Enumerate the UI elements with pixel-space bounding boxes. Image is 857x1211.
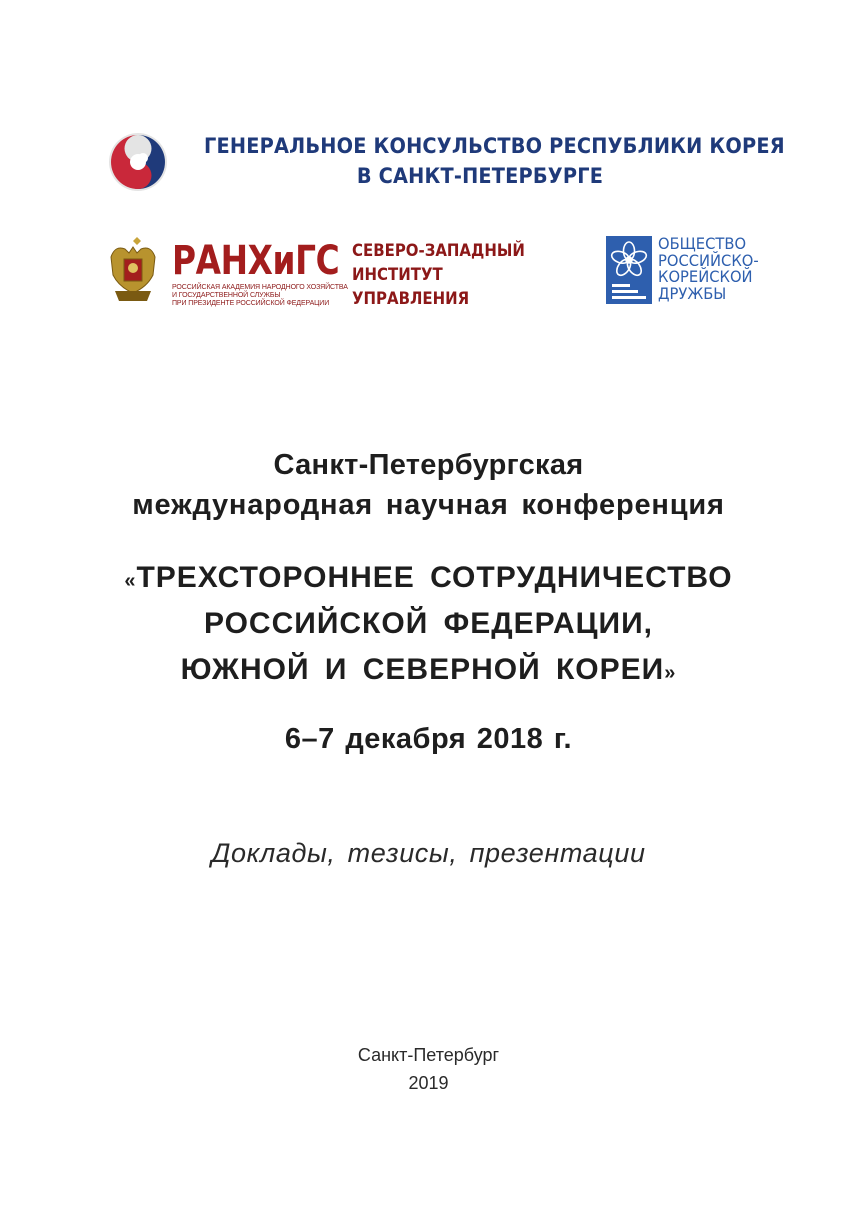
consulate-name-line1: ГЕНЕРАЛЬНОЕ КОНСУЛЬСТВО РЕСПУБЛИКИ КОРЕЯ [204,134,785,158]
conference-date: 6–7 декабря 2018 г. [284,723,573,755]
northwest-line1: СЕВЕРО-ЗАПАДНЫЙ [352,241,525,261]
conference-city-heading: Санкт-Петербургская [273,449,584,481]
document-subtitle: Доклады, тезисы, презентации [211,838,646,868]
conference-type-heading: международная научная конференция [132,489,725,521]
consulate-name-line2: В САНКТ-ПЕТЕРБУРГЕ [356,164,604,188]
ranepa-sub-line2: И ГОСУДАРСТВЕННОЙ СЛУЖБЫ [172,292,281,299]
society-line2: РОССИЙСКО- [658,250,759,270]
society-line3: КОРЕЙСКОЙ [658,267,753,286]
title-line3-text: ЮЖНОЙ И СЕВЕРНОЙ КОРЕИ [180,653,665,686]
mugunghwa-flower-icon [606,236,652,304]
ranepa-sub-line3: ПРИ ПРЕЗИДЕНТЕ РОССИЙСКОЙ ФЕДЕРАЦИИ [172,300,330,307]
conference-title-line3 [0,653,857,687]
double-headed-eagle-icon [107,235,159,305]
title-line1-text: ТРЕХСТОРОННЕЕ СОТРУДНИЧЕСТВО [136,561,733,594]
northwest-institute-name [352,239,525,311]
ranepa-logo-block [100,226,560,316]
northwest-line3: УПРАВЛЕНИЯ [352,289,470,309]
close-quote: » [664,662,677,684]
consulate-banner [100,128,785,198]
society-logo-block [606,236,786,308]
society-line1: ОБЩЕСТВО [658,234,747,253]
conference-title-line2: РОССИЙСКОЙ ФЕДЕРАЦИИ, [203,607,654,640]
society-emblem [606,236,652,304]
ranepa-sub-line1: РОССИЙСКАЯ АКАДЕМИЯ НАРОДНОГО ХОЗЯЙСТВА [172,284,348,291]
conference-title-line1 [0,561,857,595]
taegeuk-emblem-icon [107,131,169,193]
society-name [658,236,759,302]
northwest-line2: ИНСТИТУТ [352,265,443,285]
society-line4: ДРУЖБЫ [658,283,727,303]
imprint-city: Санкт-Петербург [357,1045,500,1065]
imprint-year: 2019 [408,1073,449,1093]
ranepa-name: РАНХиГС [172,238,340,284]
open-quote: « [124,570,137,592]
